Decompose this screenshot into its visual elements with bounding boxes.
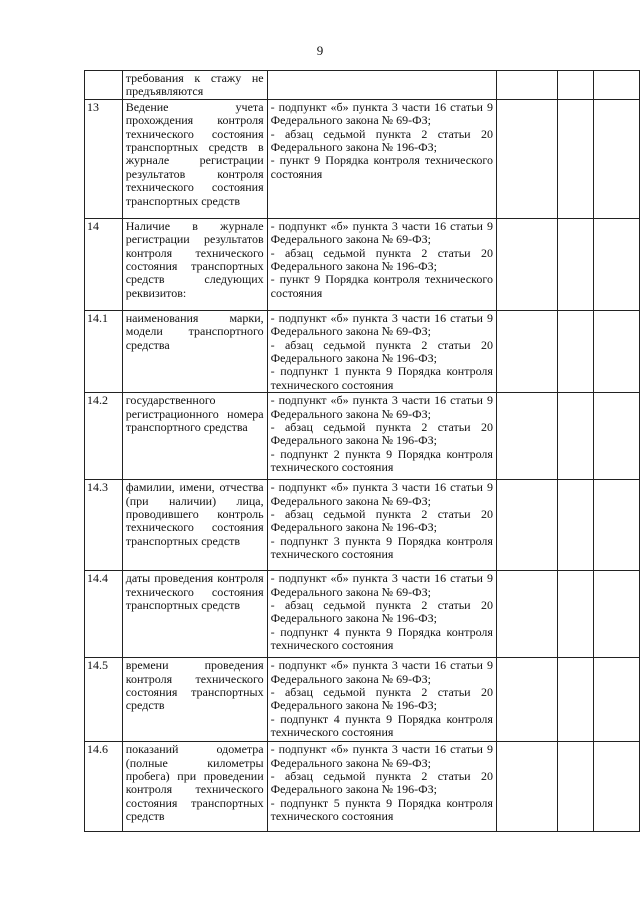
empty-cell-2 [557,218,593,310]
empty-cell-1 [496,742,557,832]
empty-cell-3 [593,393,639,480]
empty-cell-1 [496,393,557,480]
empty-cell-2 [557,393,593,480]
row-number: 14.6 [85,742,123,832]
row-number: 14.3 [85,480,123,571]
requirement-text: фамилии, имени, отчества (при наличии) лица, проводившего контроль технического состояния транспортных средств [122,480,267,571]
requirement-text: показаний одометра (полные километры пробега) при проведении контроля технического состояния транспортных средств [122,742,267,832]
empty-cell-2 [557,571,593,658]
empty-cell-3 [593,310,639,392]
requirement-text: Ведение учета прохождения контроля технического состояния транспортных средств в журнале регистрации результатов контроля технического состояния транспортных средств [122,99,267,218]
empty-cell-1 [496,480,557,571]
legal-reference: - абзац седьмой пункта 2 статьи 20 Федерального закона № 196-ФЗ; [270,245,493,274]
empty-cell-3 [593,658,639,742]
legal-reference: - абзац седьмой пункта 2 статьи 20 Федерального закона № 196-ФЗ; [270,769,493,797]
empty-cell-3 [593,218,639,310]
table-row [85,742,640,832]
legal-reference: - подпункт 1 пункта 9 Порядка контроля технического состояния [270,364,493,392]
row-number: 13 [85,99,123,218]
requirement-text: государственного регистрационного номера транспортного средства [122,393,267,480]
table-row [85,71,640,100]
legal-reference-cell [267,99,496,218]
legal-reference: - пункт 9 Порядка контроля технического состояния [270,272,493,300]
empty-cell-3 [593,480,639,571]
empty-cell-2 [557,480,593,571]
legal-reference: - абзац седьмой пункта 2 статьи 20 Федерального закона № 196-ФЗ; [270,420,493,448]
row-number: 14.4 [85,571,123,658]
table-row [85,571,640,658]
legal-reference-cell [267,658,496,742]
legal-reference: - абзац седьмой пункта 2 статьи 20 Федерального закона № 196-ФЗ; [270,507,493,535]
legal-reference: - абзац седьмой пункта 2 статьи 20 Федерального закона № 196-ФЗ; [270,685,493,713]
empty-cell-3 [593,571,639,658]
row-number [85,71,123,100]
legal-reference: - подпункт 4 пункта 9 Порядка контроля технического состояния [270,624,493,653]
empty-cell-1 [496,71,557,100]
legal-reference: - подпункт «б» пункта 3 части 16 статьи 9 Федерального закона № 69-ФЗ; [270,218,493,247]
requirement-text: наименования марки, модели транспортного средства [122,310,267,392]
legal-reference: - подпункт «б» пункта 3 части 16 статьи 9 Федерального закона № 69-ФЗ; [270,310,493,339]
legal-reference: - абзац седьмой пункта 2 статьи 20 Федерального закона № 196-ФЗ; [270,126,493,155]
empty-cell-2 [557,99,593,218]
legal-reference: - подпункт 4 пункта 9 Порядка контроля технического состояния [270,711,493,740]
table-row [85,99,640,218]
table-row [85,310,640,392]
legal-reference-cell [267,71,496,100]
requirement-text: требования к стажу не предъявляются [122,71,267,100]
legal-reference-cell [267,218,496,310]
legal-reference-cell [267,310,496,392]
table-row [85,218,640,310]
requirements-table-body [85,71,640,832]
empty-cell-2 [557,71,593,100]
row-number: 14.2 [85,393,123,480]
empty-cell-1 [496,571,557,658]
empty-cell-3 [593,71,639,100]
empty-cell-2 [557,310,593,392]
legal-reference: - пункт 9 Порядка контроля технического состояния [270,153,493,181]
legal-reference-cell [267,571,496,658]
table-row [85,393,640,480]
empty-cell-3 [593,99,639,218]
requirement-text: времени проведения контроля технического состояния транспортных средств [122,658,267,742]
legal-reference: - абзац седьмой пункта 2 статьи 20 Федерального закона № 196-ФЗ; [270,337,493,366]
table-row [85,658,640,742]
requirement-text: Наличие в журнале регистрации результатов контроля технического состояния транспортных средств следующих реквизитов: [122,218,267,310]
empty-cell-2 [557,742,593,832]
requirements-table [84,70,640,832]
page-number: 9 [316,43,324,58]
row-number: 14.1 [85,310,123,392]
empty-cell-3 [593,742,639,832]
legal-reference-cell [267,742,496,832]
requirement-text: даты проведения контроля технического состояния транспортных средств [122,571,267,658]
empty-cell-2 [557,658,593,742]
legal-reference: - подпункт «б» пункта 3 части 16 статьи 9 Федерального закона № 69-ФЗ; [270,658,493,686]
legal-reference: - подпункт «б» пункта 3 части 16 статьи 9 Федерального закона № 69-ФЗ; [270,393,493,421]
empty-cell-1 [496,658,557,742]
legal-reference: - подпункт 3 пункта 9 Порядка контроля технического состояния [270,533,493,562]
table-row [85,480,640,571]
legal-reference: - подпункт 2 пункта 9 Порядка контроля технического состояния [270,446,493,475]
empty-cell-1 [496,99,557,218]
legal-reference-cell [267,393,496,480]
legal-reference: - подпункт «б» пункта 3 части 16 статьи 9 Федерального закона № 69-ФЗ; [270,571,493,599]
legal-reference: - абзац седьмой пункта 2 статьи 20 Федерального закона № 196-ФЗ; [270,598,493,626]
legal-reference-cell [267,480,496,571]
row-number: 14.5 [85,658,123,742]
legal-reference: - подпункт «б» пункта 3 части 16 статьи 9 Федерального закона № 69-ФЗ; [270,99,493,128]
empty-cell-1 [496,218,557,310]
legal-reference: - подпункт «б» пункта 3 части 16 статьи 9 Федерального закона № 69-ФЗ; [270,480,493,508]
row-number: 14 [85,218,123,310]
legal-reference: - подпункт 5 пункта 9 Порядка контроля технического состояния [270,795,493,824]
legal-reference: - подпункт «б» пункта 3 части 16 статьи 9 Федерального закона № 69-ФЗ; [270,742,493,770]
empty-cell-1 [496,310,557,392]
